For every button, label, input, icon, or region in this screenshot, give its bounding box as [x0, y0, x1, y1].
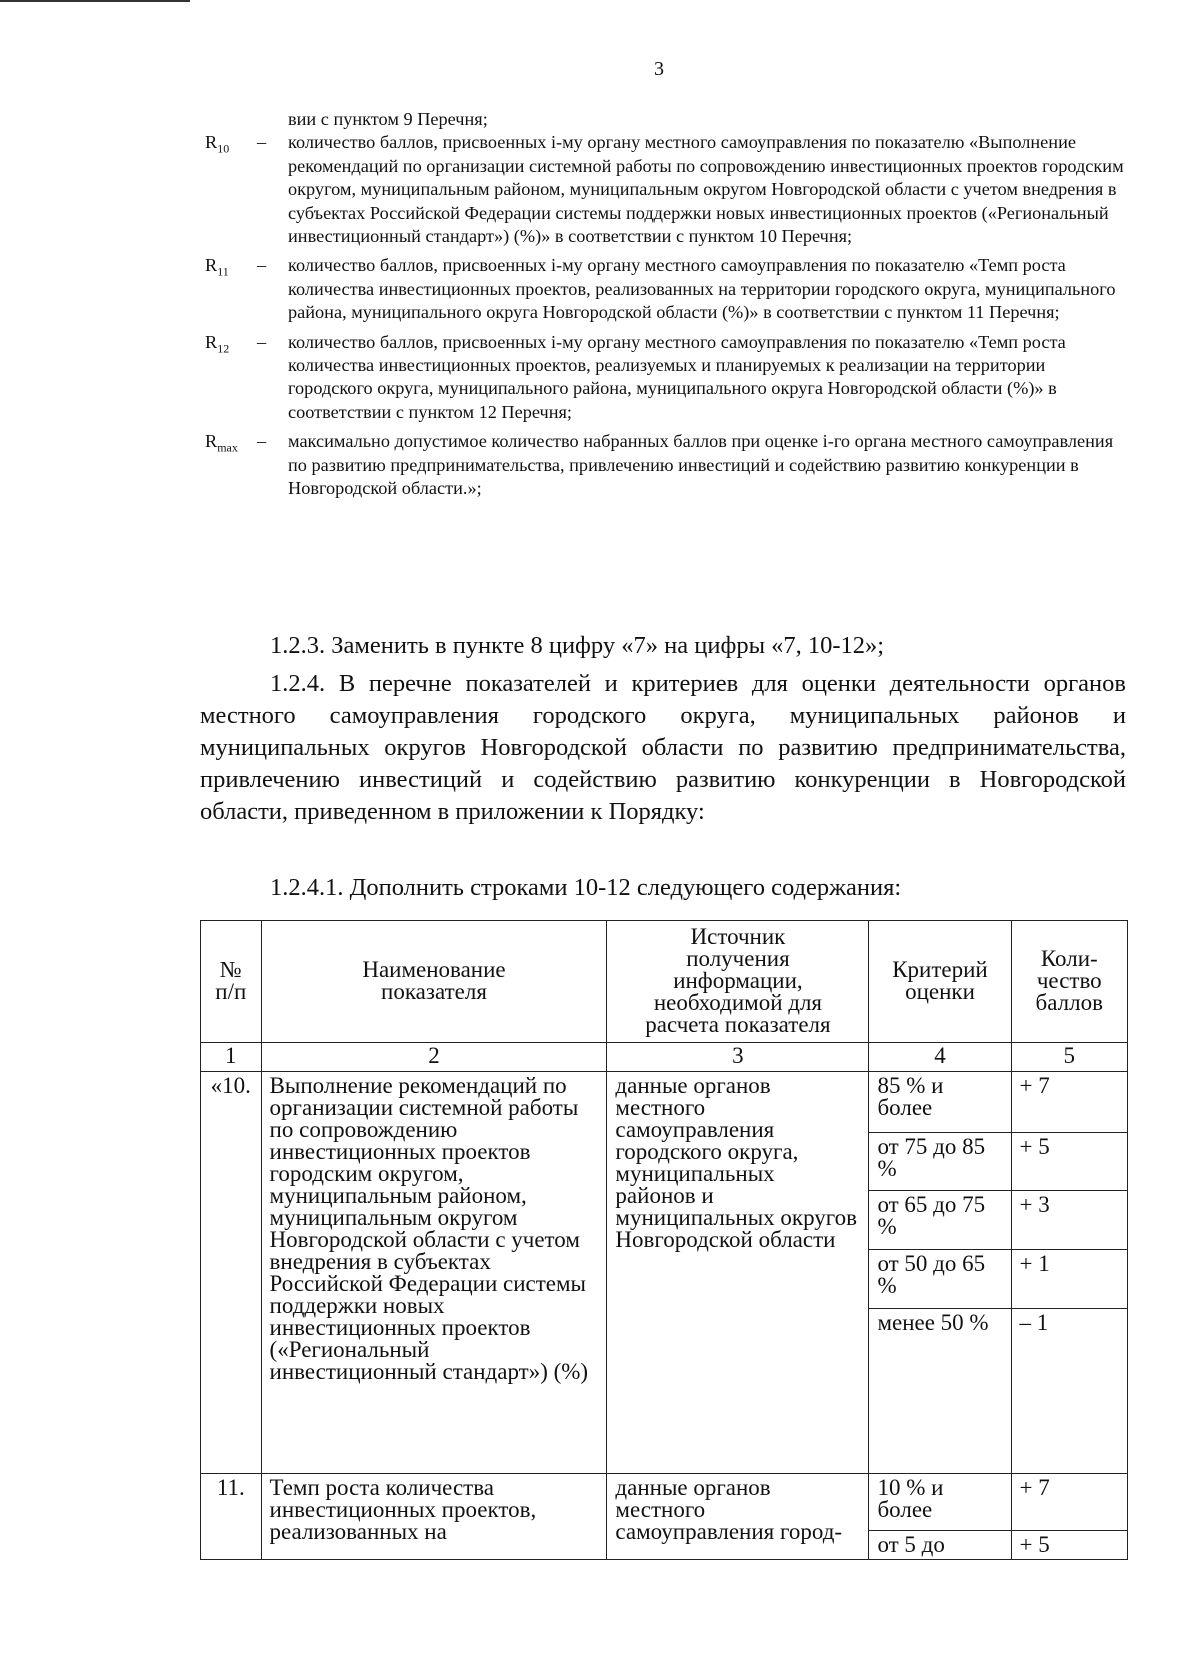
definition-symbol: $R_{max}$: [205, 431, 238, 455]
header-indicator-name: Наименование показателя: [261, 921, 607, 1043]
definition-text: количество баллов, присвоенных i-му органу местного самоуправления по показателю «Выполнение рекомендаций по организации системной работы по сопровождению инвестиционных проектов городским округом, муниципальным районом, муниципальным округом Новгородской области с учетом внедрения в субъектах Российской Федерации системы поддержки новых инвестиционных проектов («Региональный инвестиционный стандарт») (%)» в соответствии с пунктом 10 Перечня;: [288, 132, 1124, 247]
criterion: от 50 до 65 %: [869, 1249, 1011, 1308]
paragraph-1-2-4-1: 1.2.4.1. Дополнить строками 10-12 следующего содержания:: [270, 874, 902, 901]
column-number: 2: [261, 1042, 607, 1071]
definition-symbol: $R_{12}$: [205, 331, 230, 356]
score: + 5: [1011, 1530, 1128, 1559]
header-score: Коли- чество баллов: [1011, 921, 1128, 1043]
criterion: от 65 до 75 %: [869, 1191, 1011, 1250]
definition-continuation: вии с пунктом 9 Перечня;: [288, 109, 488, 129]
indicator-name: Выполнение рекомендаций по организации системной работы по сопровождению инвестиционных проектов городским округом, муниципальным районом, муниципальным округом Новгородской области с учетом внедрения в субъектах Российской Федерации системы поддержки новых инвестиционных проектов («Региональный инвестиционный стандарт») (%): [261, 1071, 607, 1473]
column-number: 4: [869, 1042, 1011, 1071]
score: + 3: [1011, 1191, 1128, 1250]
criterion: менее 50 %: [869, 1308, 1011, 1474]
criterion: от 75 до 85 %: [869, 1132, 1011, 1191]
definition-symbol: $R_{11}$: [205, 255, 229, 280]
top-rule: [0, 0, 190, 2]
paragraph-1-2-3: 1.2.3. Заменить в пункте 8 цифру «7» на цифры «7, 10-12»;: [270, 632, 885, 659]
column-number: 1: [201, 1042, 262, 1071]
header-criterion: Критерий оценки: [869, 921, 1011, 1043]
header-number: № п/п: [201, 921, 262, 1043]
table-row-11: [201, 1474, 1128, 1531]
definition-dash: –: [257, 132, 267, 153]
definition-r12: [205, 331, 1125, 425]
criterion: от 5 до: [869, 1530, 1011, 1559]
score: + 1: [1011, 1249, 1128, 1308]
page-number: 3: [654, 58, 664, 80]
column-number: 5: [1011, 1042, 1128, 1071]
definition-symbol: $R_{10}$: [205, 132, 230, 157]
row-number: 11.: [201, 1474, 262, 1560]
criterion: 85 % и более: [869, 1071, 1011, 1132]
column-number: 3: [607, 1042, 869, 1071]
paragraph-1-2-4: 1.2.4. В перечне показателей и критериев для оценки деятельности органов местного самоуправления городского округа, муниципальных районов и муниципальных округов Новгородской области по развитию предпринимательства, привлечению инвестиций и содействию развитию конкуренции в Новгородской области, приведенном в приложении к Порядку:: [200, 670, 1126, 825]
definition-text: количество баллов, присвоенных i-му органу местного самоуправления по показателю «Темп роста количества инвестиционных проектов, реализуемых и планируемых к реализации на территории городского округа, муниципального района, муниципального округа Новгородской области (%)» в соответствии с пунктом 12 Перечня;: [288, 331, 1066, 422]
criteria-table: [200, 920, 1128, 1560]
score: + 7: [1011, 1071, 1128, 1132]
definition-r11: [205, 254, 1125, 324]
definition-text: максимально допустимое количество набранных баллов при оценке i-го органа местного самоуправления по развитию предпринимательства, привлечению инвестиций и содействию развитию конкуренции в Новгородской области.»;: [288, 431, 1114, 499]
column-number-row: [201, 1042, 1128, 1071]
definition-dash: –: [257, 431, 267, 452]
criterion: 10 % и более: [869, 1474, 1011, 1531]
table-row-10: [201, 1071, 1128, 1132]
info-source: данные органов местного самоуправления городского округа, муниципальных районов и муниципальных округов Новгородской области: [607, 1071, 869, 1473]
score: + 5: [1011, 1132, 1128, 1191]
row-number: «10.: [201, 1071, 262, 1473]
definition-r10: [205, 131, 1125, 248]
table-header-row: [201, 921, 1128, 1043]
header-source: Источник получения информации, необходимой для расчета показателя: [607, 921, 869, 1043]
definition-dash: –: [257, 331, 267, 352]
score: – 1: [1011, 1308, 1128, 1474]
definition-rmax: [205, 430, 1125, 500]
definition-dash: –: [257, 255, 267, 276]
definition-text: количество баллов, присвоенных i-му органу местного самоуправления по показателю «Темп роста количества инвестиционных проектов, реализованных на территории городского округа, муниципального района, муниципального округа Новгородской области (%)» в соответствии с пунктом 11 Перечня;: [288, 255, 1116, 323]
score: + 7: [1011, 1474, 1128, 1531]
indicator-name: Темп роста количества инвестиционных проектов, реализованных на: [261, 1474, 607, 1560]
definitions-block: [205, 108, 1125, 507]
info-source: данные органов местного самоуправления город-: [607, 1474, 869, 1560]
